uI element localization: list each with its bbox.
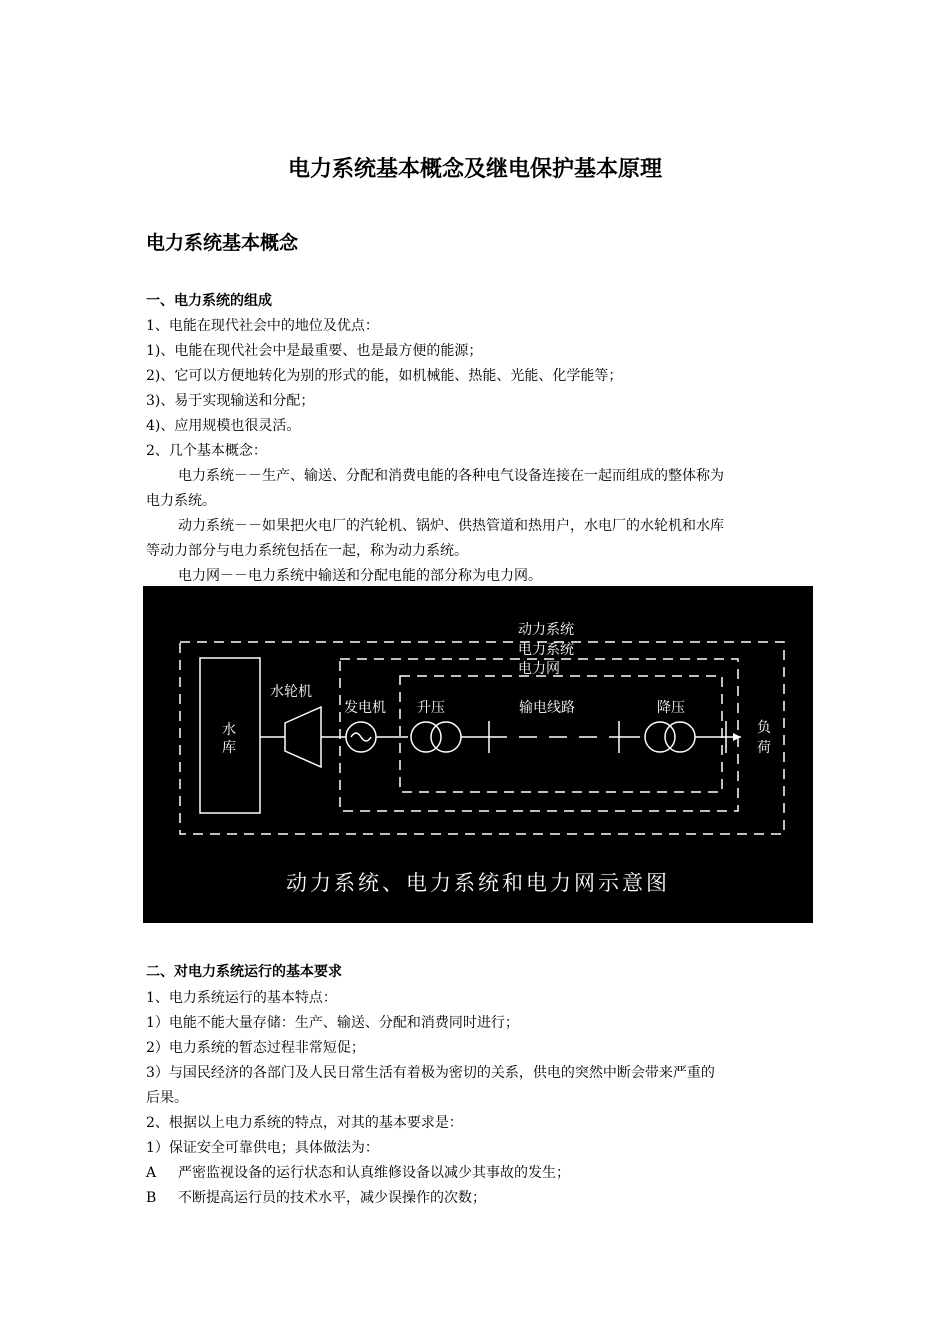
definition-power-system: 电力系统－－生产、输送、分配和消费电能的各种电气设备连接在一起而组成的整体称为 (178, 468, 724, 484)
dynamic-system-boundary (180, 642, 784, 834)
step-up-transformer-coil-1 (411, 722, 441, 752)
definition-power-network: 电力网－－电力系统中输送和分配电能的部分称为电力网。 (178, 568, 542, 584)
system-diagram-figure (143, 586, 813, 923)
paragraph-line: 1、电能在现代社会中的地位及优点： (146, 318, 379, 334)
paragraph-line: 1、电力系统运行的基本特点： (146, 990, 337, 1006)
transmission-label: 输电线路 (519, 700, 575, 716)
paragraph-line: 4)、应用规模也很灵活。 (146, 418, 301, 434)
system-diagram (143, 586, 813, 923)
section-title: 电力系统基本概念 (146, 232, 299, 254)
step-up-transformer-coil-2 (431, 722, 461, 752)
paragraph-line: 1）电能不能大量存储：生产、输送、分配和消费同时进行； (146, 1015, 519, 1031)
paragraph-line: 2、根据以上电力系统的特点，对其的基本要求是： (146, 1115, 463, 1131)
label-dynamic-system: 动力系统 (518, 622, 574, 638)
paragraph-line: 2）电力系统的暂态过程非常短促； (146, 1040, 365, 1056)
paragraph-line: 2、几个基本概念： (146, 443, 267, 459)
paragraph-line: 2)、它可以方便地转化为别的形式的能，如机械能、热能、光能、化学能等； (146, 368, 623, 384)
part1-heading: 一、电力系统的组成 (146, 293, 272, 309)
step-down-label: 降压 (657, 700, 685, 716)
paragraph-line: 1）保证安全可靠供电；具体做法为： (146, 1140, 379, 1156)
step-down-transformer-coil-2 (665, 722, 695, 752)
generator-wave (351, 733, 371, 741)
reservoir-label-1: 水 (222, 722, 236, 738)
step-up-label: 升压 (417, 700, 445, 716)
list-item-text: 严密监视设备的运行状态和认真维修设备以减少其事故的发生； (178, 1165, 570, 1181)
document-title: 电力系统基本概念及继电保护基本原理 (287, 157, 662, 182)
paragraph-line: 1)、电能在现代社会中是最重要、也是最方便的能源； (146, 343, 483, 359)
turbine-symbol (285, 707, 321, 767)
paragraph-line: 3）与国民经济的各部门及人民日常生活有着极为密切的关系，供电的突然中断会带来严重的 (146, 1065, 715, 1081)
definition-dynamic-system-cont: 等动力部分与电力系统包括在一起，称为动力系统。 (146, 543, 468, 559)
label-power-system: 电力系统 (518, 642, 574, 658)
list-item-text: 不断提高运行员的技术水平，减少误操作的次数； (178, 1190, 486, 1206)
step-down-transformer-coil-1 (645, 722, 675, 752)
definition-power-system-cont: 电力系统。 (146, 493, 216, 509)
reservoir-label-2: 库 (222, 740, 236, 756)
generator-label: 发电机 (344, 700, 386, 716)
figure-caption: 动力系统、电力系统和电力网示意图 (286, 871, 670, 895)
part2-heading: 二、对电力系统运行的基本要求 (146, 964, 342, 980)
paragraph-line: 3)、易于实现输送和分配； (146, 393, 315, 409)
turbine-label: 水轮机 (270, 684, 312, 700)
label-power-network: 电力网 (518, 661, 560, 677)
list-item-label: B (146, 1190, 157, 1206)
load-arrow-icon (733, 733, 741, 741)
paragraph-line: 后果。 (146, 1090, 188, 1106)
power-network-boundary (400, 676, 722, 792)
load-label-1: 负 (757, 720, 771, 736)
load-label-2: 荷 (757, 740, 771, 756)
definition-dynamic-system: 动力系统－－如果把火电厂的汽轮机、锅炉、供热管道和热用户，水电厂的水轮机和水库 (178, 518, 724, 534)
list-item-label: A (146, 1165, 157, 1181)
